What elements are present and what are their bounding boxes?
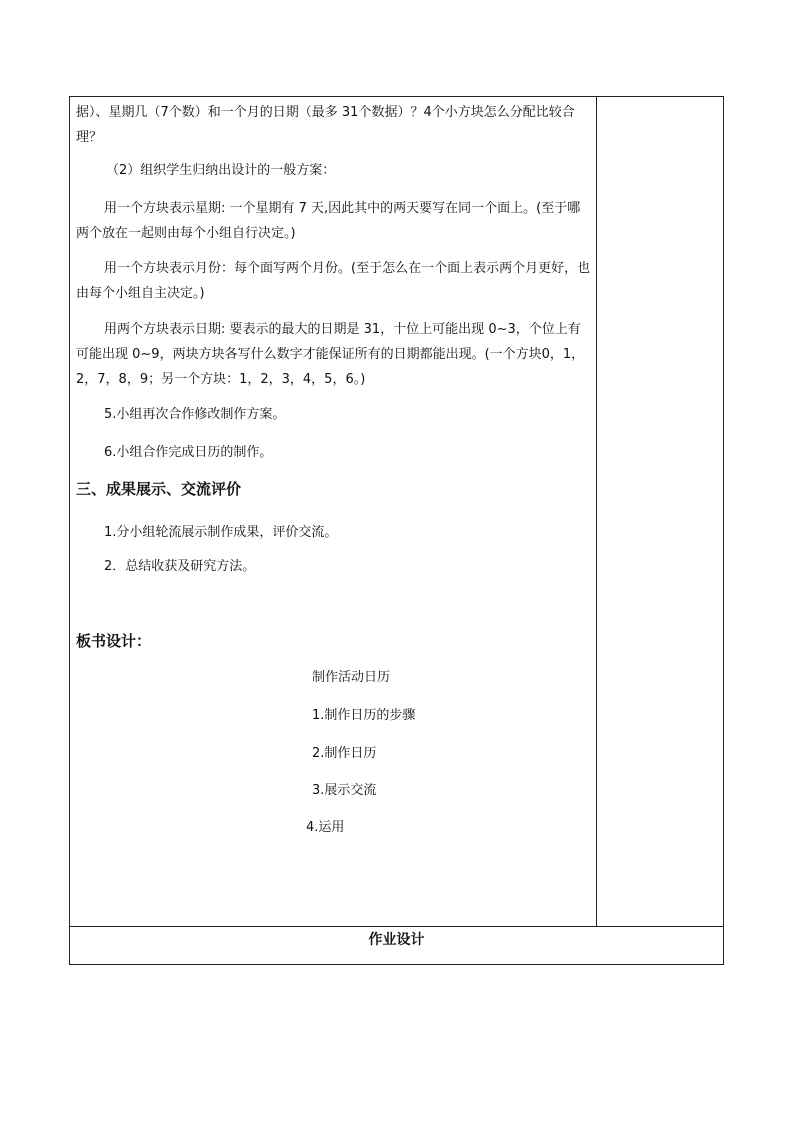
board-title: 制作活动日历 [312,670,391,685]
board-item-3: 3.展示交流 [312,783,377,798]
paragraph-step-6: 6.小组合作完成日历的制作。 [104,445,273,460]
board-item-1: 1.制作日历的步骤 [312,708,416,723]
section-heading-results: 三、成果展示、交流评价 [76,480,242,498]
paragraph-month-block: 用一个方块表示月份：每个面写两个月份。(至于怎么在一个面上表示两个月更好，也由每个小组自主决定。) [76,261,591,301]
paragraph-step-2: （2）组织学生归纳出设计的一般方案： [106,163,336,178]
board-item-4: 4.运用 [306,820,345,835]
paragraph-step-5: 5.小组再次合作修改制作方案。 [104,407,286,422]
homework-heading: 作业设计 [368,932,425,948]
paragraph-date-blocks: 用两个方块表示日期: 要表示的最大的日期是 31，十位上可能出现 0~3，个位上有可能出现 0~9，两块方块各写什么数字才能保证所有的日期都能出现。(一个方块0，1，2，7，8，9；另一个方块：1，2，3，4，5，6。) [76,322,585,387]
paragraph-weekday-block: 用一个方块表示星期: 一个星期有 7 天,因此其中的两天要写在同一个面上。(至于哪两个放在一起则由每个小组自行决定。) [76,201,581,241]
table-column-divider [596,96,597,927]
paragraph-question: 据）、星期几（7个数）和一个月的日期（最多 31个数据）？4个小方块怎么分配比较合理？ [76,105,575,145]
paragraph-summary: 2．总结收获及研究方法。 [104,559,256,574]
section-heading-board: 板书设计： [76,632,152,650]
table-row-divider [69,926,724,927]
board-item-2: 2.制作日历 [312,746,377,761]
paragraph-present: 1.分小组轮流展示制作成果，评价交流。 [104,525,338,540]
